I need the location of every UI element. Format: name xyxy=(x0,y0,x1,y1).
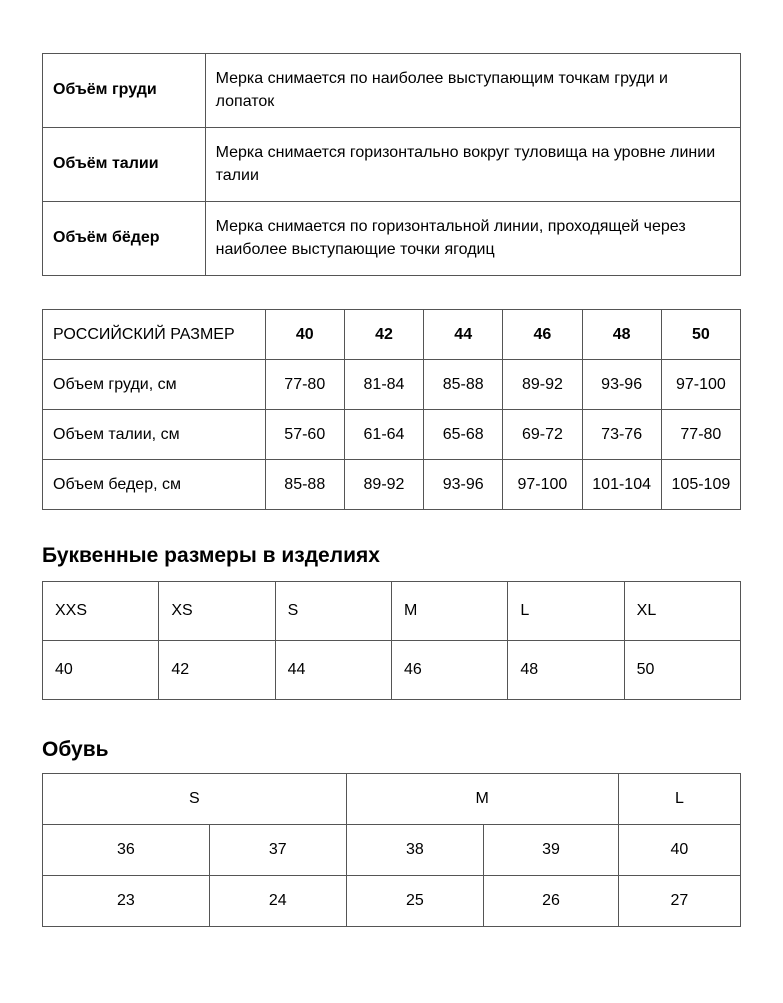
value-cell: 93-96 xyxy=(582,360,661,410)
value-cell: 97-100 xyxy=(661,360,740,410)
shoes-table xyxy=(42,773,741,927)
value-cell: 93-96 xyxy=(424,460,503,510)
value-cell: 85-88 xyxy=(265,460,344,510)
table-row xyxy=(43,128,741,202)
measurement-term: Объём талии xyxy=(43,128,206,202)
value-cell: 89-92 xyxy=(503,360,582,410)
size-header-cell: 46 xyxy=(503,310,582,360)
shoe-eu-size-cell: 36 xyxy=(43,825,210,876)
size-header-cell: 48 xyxy=(582,310,661,360)
letter-size-cell: XL xyxy=(624,582,740,641)
shoe-cm-size-cell: 23 xyxy=(43,876,210,927)
table-row xyxy=(43,825,741,876)
value-cell: 77-80 xyxy=(265,360,344,410)
number-size-cell: 46 xyxy=(391,641,507,700)
measurement-term: Объём бёдер xyxy=(43,202,206,276)
letter-size-cell: XS xyxy=(159,582,275,641)
value-cell: 81-84 xyxy=(344,360,423,410)
table-row xyxy=(43,202,741,276)
size-header-cell: 50 xyxy=(661,310,740,360)
size-chart-page xyxy=(0,53,783,927)
table-header-row xyxy=(43,310,741,360)
number-size-cell: 48 xyxy=(508,641,624,700)
size-header-cell: 44 xyxy=(424,310,503,360)
shoe-group-cell: S xyxy=(43,774,347,825)
table-row xyxy=(43,641,741,700)
letter-size-cell: S xyxy=(275,582,391,641)
letter-sizes-table xyxy=(42,581,741,700)
value-cell: 73-76 xyxy=(582,410,661,460)
value-cell: 97-100 xyxy=(503,460,582,510)
shoe-cm-size-cell: 27 xyxy=(618,876,740,927)
row-label: Объем бедер, см xyxy=(43,460,266,510)
table-row xyxy=(43,876,741,927)
table-row xyxy=(43,410,741,460)
size-header-cell: 42 xyxy=(344,310,423,360)
shoe-cm-size-cell: 25 xyxy=(346,876,484,927)
measurement-definitions-table xyxy=(42,53,741,276)
letter-size-cell: M xyxy=(391,582,507,641)
letter-size-cell: XXS xyxy=(43,582,159,641)
size-header-cell: 40 xyxy=(265,310,344,360)
shoe-eu-size-cell: 39 xyxy=(484,825,619,876)
russian-sizes-table xyxy=(42,309,741,510)
measurement-definition: Мерка снимается по горизонтальной линии, проходящей через наиболее выступающие точки ягодиц xyxy=(205,202,740,276)
number-size-cell: 50 xyxy=(624,641,740,700)
shoe-group-cell: L xyxy=(618,774,740,825)
measurement-definition: Мерка снимается по наиболее выступающим точкам груди и лопаток xyxy=(205,54,740,128)
letter-size-cell: L xyxy=(508,582,624,641)
shoe-eu-size-cell: 37 xyxy=(209,825,346,876)
shoes-title: Обувь xyxy=(42,738,109,761)
table-row xyxy=(43,460,741,510)
value-cell: 77-80 xyxy=(661,410,740,460)
table-row xyxy=(43,360,741,410)
value-cell: 105-109 xyxy=(661,460,740,510)
value-cell: 101-104 xyxy=(582,460,661,510)
number-size-cell: 40 xyxy=(43,641,159,700)
table-row xyxy=(43,54,741,128)
row-label: Объем груди, см xyxy=(43,360,266,410)
shoe-eu-size-cell: 40 xyxy=(618,825,740,876)
value-cell: 69-72 xyxy=(503,410,582,460)
table-header-row xyxy=(43,582,741,641)
measurement-definition: Мерка снимается горизонтально вокруг туловища на уровне линии талии xyxy=(205,128,740,202)
value-cell: 85-88 xyxy=(424,360,503,410)
value-cell: 89-92 xyxy=(344,460,423,510)
letter-sizes-title: Буквенные размеры в изделиях xyxy=(42,544,380,567)
russian-size-header-label: РОССИЙСКИЙ РАЗМЕР xyxy=(43,310,266,360)
number-size-cell: 42 xyxy=(159,641,275,700)
number-size-cell: 44 xyxy=(275,641,391,700)
shoe-group-cell: M xyxy=(346,774,618,825)
table-header-row xyxy=(43,774,741,825)
shoe-eu-size-cell: 38 xyxy=(346,825,484,876)
measurement-term: Объём груди xyxy=(43,54,206,128)
value-cell: 61-64 xyxy=(344,410,423,460)
value-cell: 65-68 xyxy=(424,410,503,460)
value-cell: 57-60 xyxy=(265,410,344,460)
row-label: Объем талии, см xyxy=(43,410,266,460)
shoe-cm-size-cell: 24 xyxy=(209,876,346,927)
shoe-cm-size-cell: 26 xyxy=(484,876,619,927)
